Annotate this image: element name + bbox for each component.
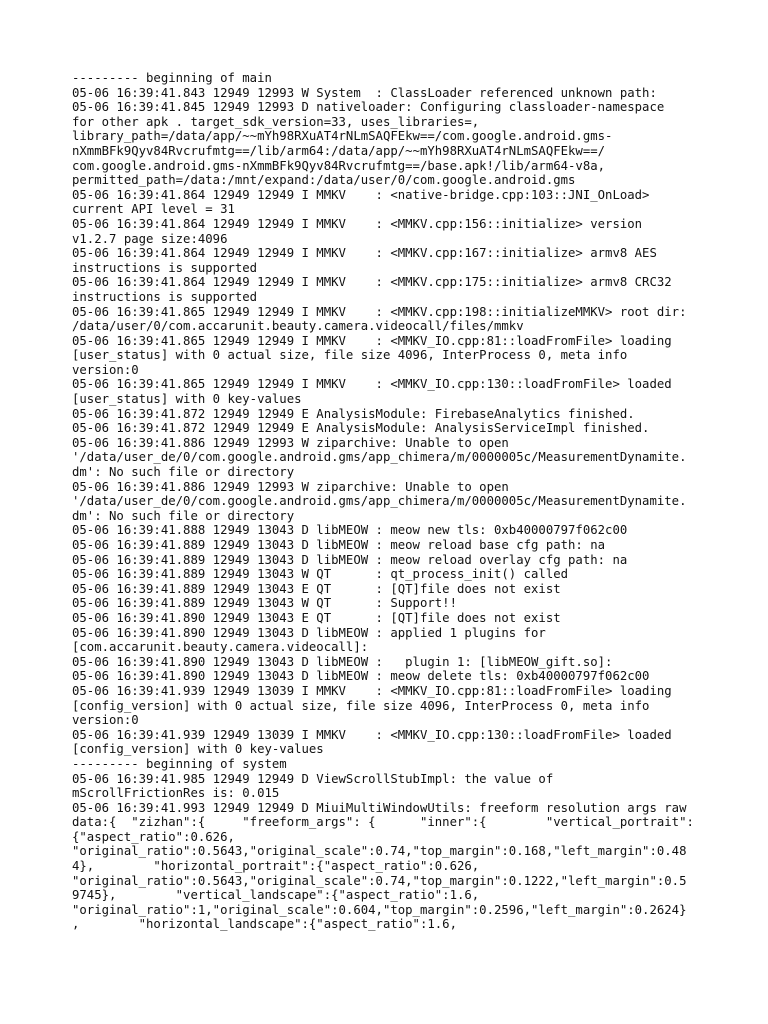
log-line: 05-06 16:39:41.865 12949 12949 I MMKV : <MMKV_IO.cpp:81::loadFromFile> loading <box>72 333 672 348</box>
log-line: 05-06 16:39:41.890 12949 13043 E QT : [QT]file does not exist <box>72 610 561 625</box>
log-output <box>72 71 712 932</box>
log-line: 05-06 16:39:41.889 12949 13043 W QT : qt_process_init() called <box>72 567 569 582</box>
log-line: 05-06 16:39:41.889 12949 13043 E QT : [QT]file does not exist <box>72 581 561 596</box>
log-line: com.google.android.gms-nXmmBFk9Qyv84Rvcrufmtg==/base.apk!/lib/arm64-v8a, <box>72 158 606 173</box>
log-line: 05-06 16:39:41.890 12949 13043 D libMEOW : meow delete tls: 0xb40000797f062c00 <box>72 669 650 684</box>
log-line: 05-06 16:39:41.864 12949 12949 I MMKV : <MMKV.cpp:175::initialize> armv8 CRC32 <box>72 275 672 290</box>
log-line: 05-06 16:39:41.889 12949 13043 D libMEOW : meow reload overlay cfg path: na <box>72 552 628 567</box>
log-line: 05-06 16:39:41.865 12949 12949 I MMKV : <MMKV_IO.cpp:130::loadFromFile> loaded <box>72 377 672 392</box>
log-line: current API level = 31 <box>72 202 235 217</box>
log-line: 05-06 16:39:41.864 12949 12949 I MMKV : <native-bridge.cpp:103::JNI_OnLoad> <box>72 187 650 202</box>
log-line: [config_version] with 0 key-values <box>72 742 324 757</box>
log-line: [config_version] with 0 actual size, file size 4096, InterProcess 0, meta info <box>72 698 650 713</box>
log-line: 05-06 16:39:41.939 12949 13039 I MMKV : <MMKV_IO.cpp:130::loadFromFile> loaded <box>72 727 672 742</box>
log-line: '/data/user_de/0/com.google.android.gms/app_chimera/m/0000005c/MeasurementDynamite. <box>72 494 687 509</box>
log-line: --------- beginning of system <box>72 756 287 771</box>
log-line: [user_status] with 0 key-values <box>72 392 302 407</box>
log-line: "original_ratio":0.5643,"original_scale":0.74,"top_margin":0.1222,"left_margin":0.5 <box>72 873 687 888</box>
log-line: v1.2.7 page size:4096 <box>72 231 228 246</box>
log-line: 05-06 16:39:41.993 12949 12949 D MiuiMultiWindowUtils: freeform resolution args raw <box>72 800 687 815</box>
log-line: 05-06 16:39:41.890 12949 13043 D libMEOW : applied 1 plugins for <box>72 625 546 640</box>
log-line: dm': No such file or directory <box>72 465 295 480</box>
log-line: --------- beginning of main <box>72 71 272 85</box>
log-line: 05-06 16:39:41.886 12949 12993 W ziparchive: Unable to open <box>72 479 509 494</box>
log-line: '/data/user_de/0/com.google.android.gms/app_chimera/m/0000005c/MeasurementDynamite. <box>72 450 687 465</box>
log-line: library_path=/data/app/~~mYh98RXuAT4rNLmSAQFEkw==/com.google.android.gms- <box>72 129 613 144</box>
log-line: 05-06 16:39:41.872 12949 12949 E AnalysisModule: FirebaseAnalytics finished. <box>72 406 635 421</box>
log-line: instructions is supported <box>72 260 258 275</box>
log-line: 05-06 16:39:41.864 12949 12949 I MMKV : <MMKV.cpp:167::initialize> armv8 AES <box>72 246 657 261</box>
log-line: 05-06 16:39:41.845 12949 12993 D nativeloader: Configuring classloader-namespace <box>72 100 665 115</box>
log-line: 9745}, "vertical_landscape":{"aspect_ratio":1.6, <box>72 888 480 903</box>
log-line: dm': No such file or directory <box>72 508 295 523</box>
log-line: 05-06 16:39:41.886 12949 12993 W ziparchive: Unable to open <box>72 435 509 450</box>
log-line: /data/user/0/com.accarunit.beauty.camera.videocall/files/mmkv <box>72 319 524 334</box>
log-line: 05-06 16:39:41.888 12949 13043 D libMEOW : meow new tls: 0xb40000797f062c00 <box>72 523 628 538</box>
log-line: version:0 <box>72 713 139 728</box>
log-line: 05-06 16:39:41.939 12949 13039 I MMKV : <MMKV_IO.cpp:81::loadFromFile> loading <box>72 683 672 698</box>
log-line: instructions is supported <box>72 289 258 304</box>
log-line: {"aspect_ratio":0.626, <box>72 829 235 844</box>
log-line: 05-06 16:39:41.889 12949 13043 W QT : Support!! <box>72 596 457 611</box>
log-line: 05-06 16:39:41.865 12949 12949 I MMKV : <MMKV.cpp:198::initializeMMKV> root dir: <box>72 304 687 319</box>
log-line: data:{ "zizhan":{ "freeform_args": { "inner":{ "vertical_portrait": <box>72 815 694 830</box>
log-line: 4}, "horizontal_portrait":{"aspect_ratio":0.626, <box>72 859 480 874</box>
log-line: 05-06 16:39:41.889 12949 13043 D libMEOW : meow reload base cfg path: na <box>72 538 606 552</box>
log-line: version:0 <box>72 362 139 377</box>
log-line: 05-06 16:39:41.985 12949 12949 D ViewScrollStubImpl: the value of <box>72 771 554 786</box>
log-line: "original_ratio":0.5643,"original_scale":0.74,"top_margin":0.168,"left_margin":0.48 <box>72 844 687 859</box>
log-line: nXmmBFk9Qyv84Rvcrufmtg==/lib/arm64:/data/app/~~mYh98RXuAT4rNLmSAQFEkw==/ <box>72 143 606 158</box>
log-line: mScrollFrictionRes is: 0.015 <box>72 786 280 801</box>
log-line: , "horizontal_landscape":{"aspect_ratio":1.6, <box>72 917 457 932</box>
log-line: 05-06 16:39:41.864 12949 12949 I MMKV : <MMKV.cpp:156::initialize> version <box>72 216 643 231</box>
log-line: for other apk . target_sdk_version=33, uses_libraries=, <box>72 114 480 129</box>
log-line: [com.accarunit.beauty.camera.videocall]: <box>72 640 369 655</box>
log-line: 05-06 16:39:41.890 12949 13043 D libMEOW : plugin 1: [libMEOW_gift.so]: <box>72 654 613 669</box>
log-line: 05-06 16:39:41.872 12949 12949 E AnalysisModule: AnalysisServiceImpl finished. <box>72 421 650 436</box>
log-line: 05-06 16:39:41.843 12949 12993 W System : ClassLoader referenced unknown path: <box>72 85 657 100</box>
log-line: [user_status] with 0 actual size, file size 4096, InterProcess 0, meta info <box>72 348 628 363</box>
log-line: permitted_path=/data:/mnt/expand:/data/user/0/com.google.android.gms <box>72 173 576 188</box>
log-line: "original_ratio":1,"original_scale":0.604,"top_margin":0.2596,"left_margin":0.2624} <box>72 902 687 917</box>
